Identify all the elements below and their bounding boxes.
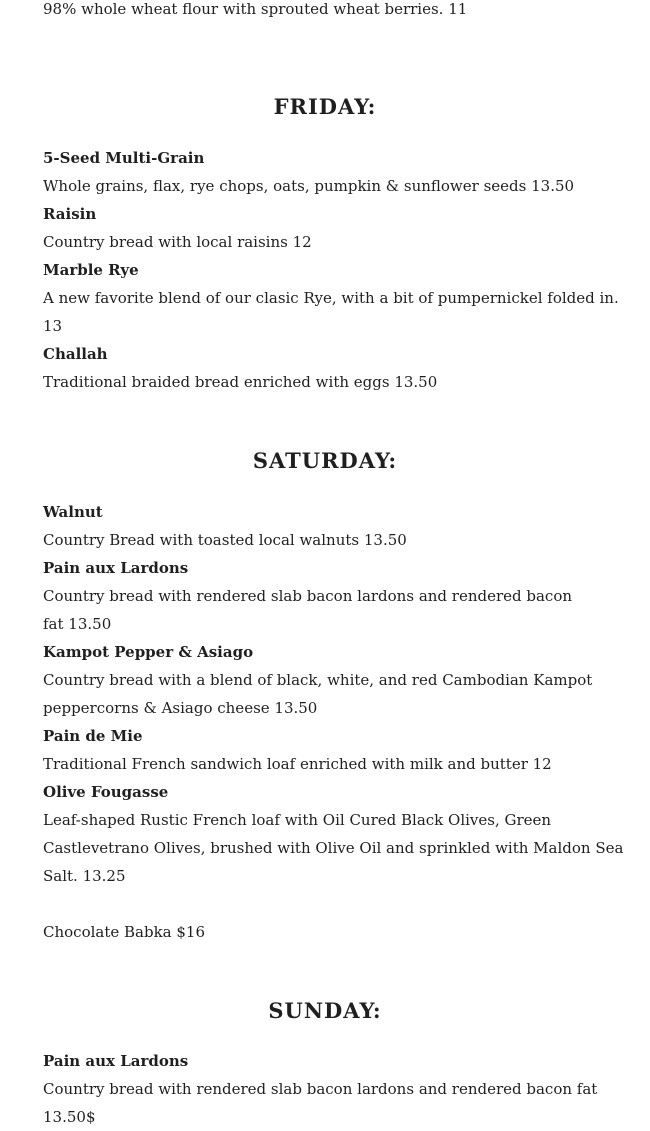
menu-item-description: peppercorns & Asiago cheese 13.50 — [43, 699, 318, 717]
intro-description: 98% whole wheat flour with sprouted wheat berries. 11 — [43, 0, 468, 18]
menu-item-name: Kampot Pepper & Asiago — [43, 643, 254, 661]
menu-item-description: Traditional French sandwich loaf enriched with milk and butter 12 — [43, 755, 552, 773]
menu-item-name: Raisin — [43, 205, 97, 223]
menu-item-description: Castlevetrano Olives, brushed with Olive Oil and sprinkled with Maldon Sea — [43, 839, 624, 857]
menu-item-description: Country bread with a blend of black, white, and red Cambodian Kampot — [43, 671, 593, 689]
sunday-heading: SUNDAY: — [268, 998, 382, 1023]
menu-item-description: Country bread with rendered slab bacon lardons and rendered bacon fat — [43, 1080, 598, 1098]
menu-item-description: Country bread with local raisins 12 — [43, 233, 312, 251]
menu-item-description: Leaf-shaped Rustic French loaf with Oil Cured Black Olives, Green — [43, 811, 552, 829]
saturday-heading: SATURDAY: — [252, 448, 398, 473]
menu-item-name: Pain aux Lardons — [43, 559, 189, 577]
menu-item-babka: Chocolate Babka $16 — [43, 923, 206, 941]
menu-item-name: Pain aux Lardons — [43, 1052, 189, 1070]
menu-item-description: Country Bread with toasted local walnuts 13.50 — [43, 531, 407, 549]
menu-item-description: Country bread with rendered slab bacon lardons and rendered bacon — [43, 587, 573, 605]
menu-item-name: Pain de Mie — [43, 727, 143, 745]
menu-item-name: 5-Seed Multi-Grain — [43, 149, 205, 167]
menu-item-name: Marble Rye — [43, 261, 139, 279]
friday-heading: FRIDAY: — [273, 94, 377, 119]
menu-item-name: Walnut — [43, 503, 103, 521]
menu-item-name: Olive Fougasse — [43, 783, 169, 801]
menu-item-description: Whole grains, flax, rye chops, oats, pumpkin & sunflower seeds 13.50 — [43, 177, 575, 195]
menu-item-description: fat 13.50 — [43, 615, 112, 633]
menu-item-description: A new favorite blend of our clasic Rye, with a bit of pumpernickel folded in. — [43, 289, 619, 307]
menu-item-name: Challah — [43, 345, 108, 363]
menu-item-description: 13 — [43, 317, 63, 335]
menu-item-description: Salt. 13.25 — [43, 867, 126, 885]
menu-item-description: Traditional braided bread enriched with eggs 13.50 — [43, 373, 438, 391]
menu-item-description: 13.50$ — [43, 1108, 96, 1126]
